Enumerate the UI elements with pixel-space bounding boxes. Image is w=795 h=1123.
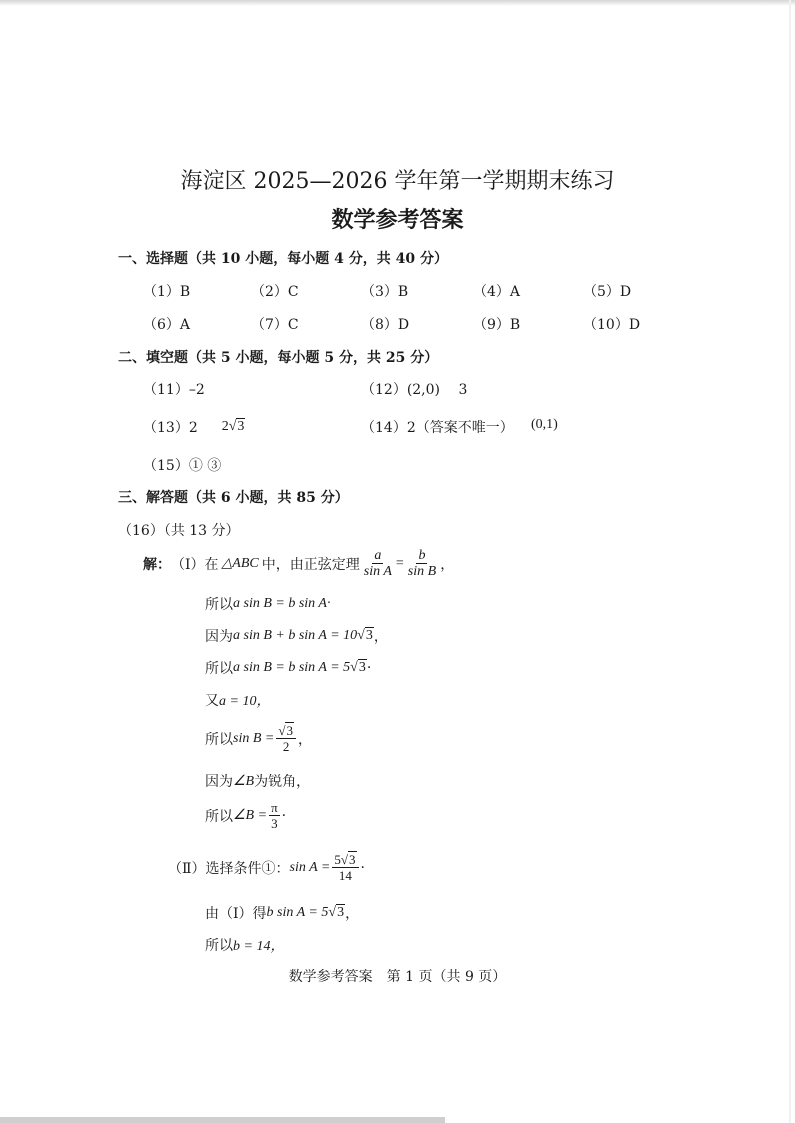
angle-b: ∠B [233,773,255,789]
answer-11: （11）–2 [143,382,205,398]
equation: a = 10， [219,694,271,709]
equation: ∠B = [233,808,268,823]
punct: · [281,807,287,824]
page-title: 海淀区 2025—2026 学年第一学期期末练习 [180,169,615,194]
part2-label: （Ⅱ）选择条件①： [168,860,290,877]
triangle-abc: △ABC [221,556,259,571]
punct: · [366,660,372,676]
radicand: 3 [349,852,356,867]
fraction-sqrt3-over-2 [276,723,296,754]
solution-line-11 [205,935,284,955]
solution-line-5 [205,690,270,710]
equation: a sin B = b sin A = 5 [233,660,351,675]
answer-8: （8）D [361,317,410,333]
answer-14-interval: (0,1) [531,417,558,432]
equals-sign: = [395,555,404,571]
coef: 5 [334,852,341,867]
fraction-b-over-sinB [406,548,438,579]
equation: b = 14， [233,939,285,954]
punct: · [360,859,365,876]
punct: ， [373,629,388,645]
solution-line-7 [205,771,310,791]
punct: ， [297,731,312,748]
answer-13-coef: 2 [221,419,229,434]
solution-line-10 [205,903,359,923]
frac-num [332,852,358,868]
section3-heading: 三、解答题（共 6 小题，共 85 分） [118,490,349,506]
frac-num: π [271,800,278,815]
sine-law-text: 中，由正弦定理 [261,556,360,573]
frac-den: 2 [282,739,290,754]
yinwei-text: 因为 [205,629,233,645]
answer-7: （7）C [251,317,299,333]
frac-den: 14 [338,868,352,883]
frac-den: sin B [407,564,437,579]
radicand: 3 [365,628,373,643]
answer-13-radicand: 3 [237,419,245,434]
you-text: 又 [205,693,219,709]
part1-label: （Ⅰ）在 [171,556,219,573]
from-part1-text: 由（Ⅰ）得 [205,906,267,922]
answer-12: （12）(2,0) 3 [361,382,468,398]
fraction-pi-over-3 [269,800,280,831]
q16-heading: （16）（共 13 分） [118,523,240,539]
radicand: 3 [337,905,345,920]
frac-num [276,723,296,739]
solution-label: 解： [143,556,171,573]
scan-edge-bottom [0,1117,445,1123]
scan-edge-top [0,0,795,6]
radicand: 3 [358,660,366,675]
suoyi-text: 所以 [205,938,233,954]
answer-14-label: （14）2（答案不唯一） [361,420,514,436]
solution-line-4 [205,658,371,678]
sqrt-symbol: √3 [340,852,356,867]
page-footer: 数学参考答案 第 1 页（共 9 页） [288,969,507,985]
solution-line-2 [205,594,330,614]
equation: b sin A = 5 [266,905,329,920]
fraction-a-over-sinA [362,548,394,579]
suoyi-text: 所以 [205,731,233,748]
frac-den: sin A [363,564,392,579]
answer-13-label: （13）2 [143,420,198,436]
answer-5: （5）D [583,284,632,300]
answer-15: （15）① ③ [143,458,222,474]
frac-num: a [374,548,382,563]
frac-den: 3 [271,816,278,831]
solution-line-9 [168,852,365,883]
solution-line-6 [205,723,312,754]
answer-2: （2）C [251,284,299,300]
equation: a sin B + b sin A = 10 [233,628,358,643]
frac-num: b [418,548,426,563]
section2-heading: 二、填空题（共 5 小题，每小题 5 分，共 25 分） [118,350,439,366]
answer-9: （9）B [473,317,521,333]
section1-heading: 一、选择题（共 10 小题，每小题 4 分，共 40 分） [118,251,448,267]
solution-line-8 [205,800,286,831]
page-subtitle: 数学参考答案 [331,207,464,233]
suoyi-text: 所以 [205,597,233,613]
radicand: 3 [286,723,293,738]
answer-6: （6）A [143,317,191,333]
answer-1: （1）B [143,284,191,300]
fraction-5sqrt3-over-14 [332,852,358,883]
solution-line-3 [205,626,388,646]
sqrt-symbol: √3 [278,723,293,738]
equation: a sin B = b sin A· [233,596,331,611]
suoyi-text: 所以 [205,808,233,825]
sqrt-symbol: √3 [350,660,366,675]
solution-line-1 [143,548,454,579]
sqrt-symbol: √3 [228,419,245,434]
sqrt-symbol: √3 [357,628,373,643]
yinwei-text: 因为 [205,774,233,790]
answer-10: （10）D [583,317,641,333]
comma: ， [440,556,455,573]
acute-text: 为锐角， [254,774,311,790]
answer-13 [143,417,245,437]
sqrt-symbol: √3 [328,905,345,920]
suoyi-text: 所以 [205,661,233,677]
equation: sin A = [289,859,331,875]
answer-3: （3）B [361,284,409,300]
answer-4: （4）A [473,284,521,300]
equation: sin B = [233,730,275,746]
punct: ， [345,906,360,922]
